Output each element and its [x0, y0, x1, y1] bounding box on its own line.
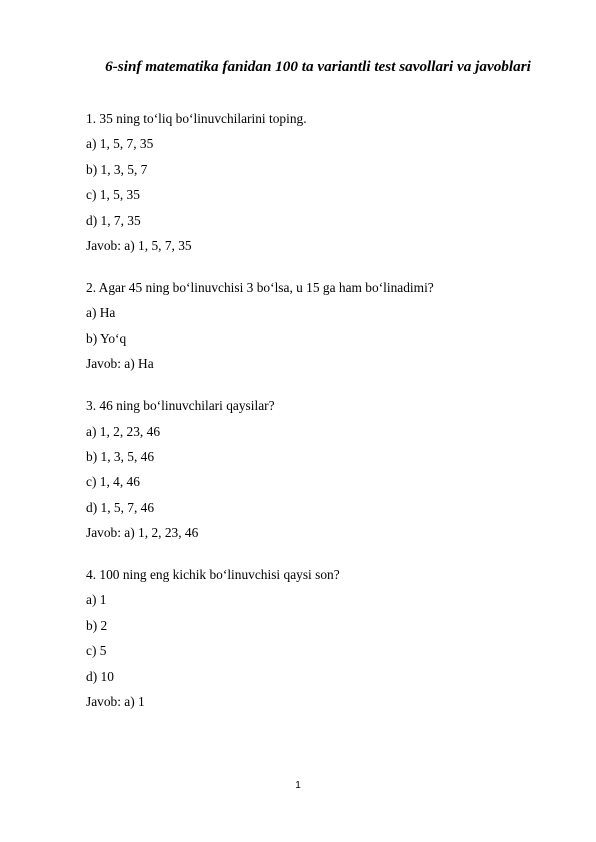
option-d: d) 10	[86, 668, 114, 684]
question-text: 1. 35 ning toʻliq boʻlinuvchilarini toping.	[86, 111, 307, 126]
option-b: b) 1, 3, 5, 46	[86, 448, 155, 464]
option-a: a) 1, 2, 23, 46	[86, 423, 161, 439]
question-text: 3. 46 ning boʻlinuvchilari qaysilar?	[86, 398, 275, 414]
option-d: d) 1, 5, 7, 46	[86, 499, 155, 515]
option-a: a) 1	[86, 592, 107, 608]
question-4	[86, 566, 566, 710]
questions-list	[86, 110, 566, 735]
option-b: b) 1, 3, 5, 7	[86, 161, 148, 177]
option-a: a) 1, 5, 7, 35	[86, 136, 154, 152]
option-c: c) 1, 4, 46	[86, 474, 140, 490]
option-d: d) 1, 7, 35	[86, 212, 141, 228]
option-b: b) Yoʻq	[86, 330, 127, 346]
page-number: 1	[295, 780, 301, 791]
option-c: c) 1, 5, 35	[86, 187, 140, 203]
answer-line: Javob: a) 1	[86, 694, 145, 710]
document-title: 6-sinf matematika fanidan 100 ta variantli test savollari va javoblari	[105, 58, 531, 75]
question-2	[86, 279, 566, 372]
option-b: b) 2	[86, 617, 108, 633]
option-a: a) Ha	[86, 305, 116, 321]
answer-line: Javob: a) 1, 2, 23, 46	[86, 525, 199, 541]
question-text: 2. Agar 45 ning boʻlinuvchisi 3 boʻlsa, u 15 ga ham boʻlinadimi?	[86, 279, 434, 295]
answer-line: Javob: a) Ha	[86, 356, 154, 372]
question-text: 4. 100 ning eng kichik boʻlinuvchisi qaysi son?	[86, 567, 340, 583]
option-c: c) 5	[86, 643, 107, 659]
question-3	[86, 397, 566, 541]
answer-line: Javob: a) 1, 5, 7, 35	[86, 237, 192, 253]
question-1	[86, 110, 566, 254]
